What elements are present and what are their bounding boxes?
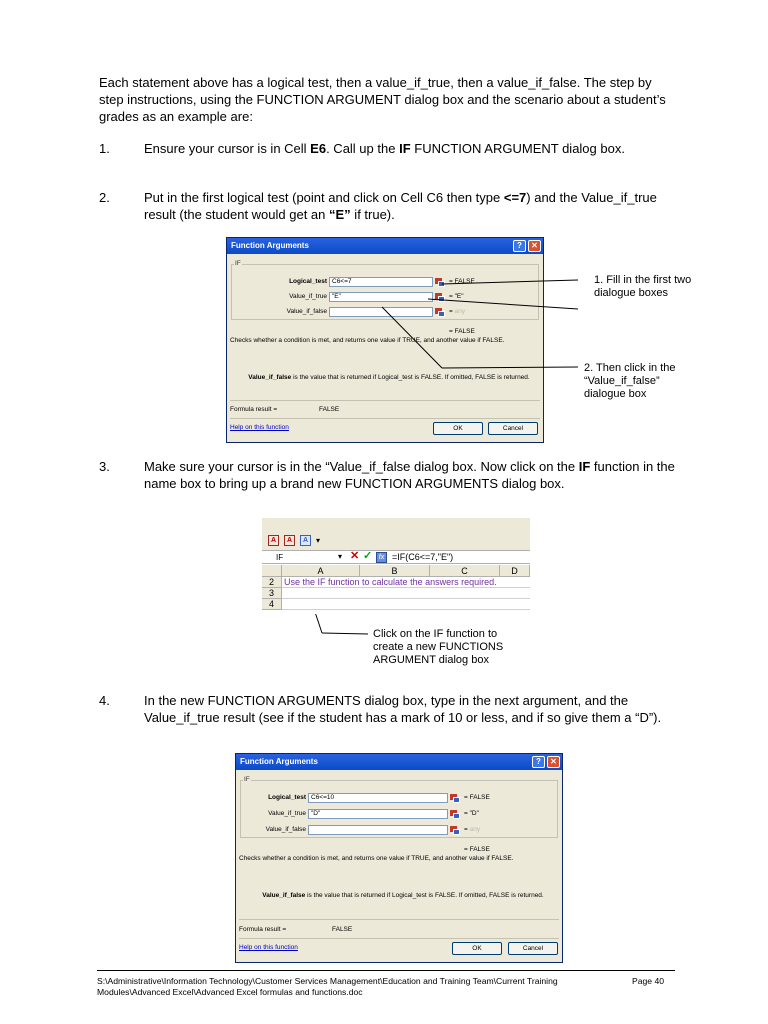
logical-test-result: = FALSE xyxy=(449,278,475,285)
sheet-row[interactable] xyxy=(282,588,530,599)
step-text: Put in the first logical test (point and click on Cell C6 then type <=7) and the Value_if_true result (the student would get an “E” if true). xyxy=(144,190,657,222)
insert-function-icon[interactable]: fx xyxy=(376,552,387,563)
excel-screenshot xyxy=(262,518,530,614)
logical-test-label: Logical_test xyxy=(289,278,327,285)
intro-paragraph: Each statement above has a logical test, then a value_if_true, then a value_if_false. The step by step instructions, using the FUNCTION ARGUMENT dialog box and the scenario about a student’s grades as an example are: xyxy=(99,75,666,124)
function-description: Checks whether a condition is met, and returns one value if TRUE, and another value if FALSE. xyxy=(230,337,505,344)
step-number: 2. xyxy=(99,190,110,205)
value-if-true-input[interactable]: "E" xyxy=(329,292,433,302)
value-if-false-result: = any xyxy=(464,826,481,833)
row-header[interactable]: 3 xyxy=(262,588,282,599)
formula-result-label: Formula result = xyxy=(230,406,278,413)
cancel-button[interactable]: Cancel xyxy=(508,942,558,955)
callout-line-3b xyxy=(322,633,368,634)
step-text: Make sure your cursor is in the “Value_if_false dialog box. Now click on the IF function in the name box to bring up a brand new FUNCTION ARGUMENTS dialog box. xyxy=(144,459,675,491)
divider xyxy=(239,938,559,939)
footer-path: S:\Administrative\Information Technology\Customer Services Management\Education and Training Team\Current Training Modules\Advanced Excel\Advanced Excel formulas and functions.doc xyxy=(97,976,558,997)
value-if-false-label: Value_if_false xyxy=(286,308,327,315)
logical-test-label: Logical_test xyxy=(268,794,306,801)
argument-description: is the value that is returned if Logical_test is FALSE. If omitted, FALSE is returned. xyxy=(293,374,530,381)
callout-click-if-function: Click on the IF function to create a new FUNCTIONS ARGUMENT dialog box xyxy=(373,628,504,666)
step-number: 3. xyxy=(99,459,110,474)
formula-result-value: FALSE xyxy=(332,926,353,933)
help-button[interactable]: ? xyxy=(532,756,545,768)
corner-cell[interactable] xyxy=(262,565,282,577)
close-button[interactable]: ✕ xyxy=(547,756,560,768)
argument-name: Value_if_false xyxy=(262,892,306,899)
argument-help xyxy=(248,892,558,900)
formula-bar xyxy=(262,550,530,564)
page-number: Page 40 xyxy=(632,976,665,986)
range-select-icon[interactable] xyxy=(450,794,460,803)
overall-result: = FALSE xyxy=(449,328,475,335)
callout-click-value-if-false: 2. Then click in the “Value_if_false” dialogue box xyxy=(584,362,676,400)
formula-result-value: FALSE xyxy=(319,406,340,413)
ok-button[interactable]: OK xyxy=(433,422,483,435)
dropdown-arrow-icon[interactable]: ▾ xyxy=(338,552,343,561)
value-if-true-label: Value_if_true xyxy=(289,293,327,300)
step-number: 1. xyxy=(99,141,110,156)
overall-result: = FALSE xyxy=(464,846,490,853)
logical-test-input[interactable]: C6<=10 xyxy=(308,793,448,803)
formula-text[interactable]: =IF(C6<=7,"E") xyxy=(392,552,454,562)
function-arguments-dialog-2 xyxy=(235,753,563,963)
callout-line-2a xyxy=(382,307,442,368)
group-label: IF xyxy=(244,776,250,783)
range-select-icon[interactable] xyxy=(450,810,460,819)
step-text: Ensure your cursor is in Cell E6. Call up the IF FUNCTION ARGUMENT dialog box. xyxy=(144,141,625,156)
column-header[interactable]: D xyxy=(500,565,530,577)
column-header[interactable]: C xyxy=(430,565,500,577)
cancel-icon[interactable]: ✕ xyxy=(350,550,360,562)
value-if-true-result: = "D" xyxy=(464,810,479,817)
callout-line-1b xyxy=(428,299,578,309)
argument-name: Value_if_false xyxy=(248,374,292,381)
dialog-title: Function Arguments xyxy=(236,754,562,770)
row-header[interactable]: 4 xyxy=(262,599,282,610)
value-if-false-result: = any xyxy=(449,308,466,315)
step-text: In the new FUNCTION ARGUMENTS dialog box, type in the next argument, and the Value_if_true result (see if the student has a mark of 10 or less, and if so give them a “D”). xyxy=(144,693,662,725)
pdf-icon[interactable]: A xyxy=(268,535,279,546)
callout-fill-first-two: 1. Fill in the first two dialogue boxes xyxy=(594,274,692,299)
function-description: Checks whether a condition is met, and returns one value if TRUE, and another value if FALSE. xyxy=(239,855,514,862)
divider xyxy=(239,919,559,920)
cancel-button[interactable]: Cancel xyxy=(488,422,538,435)
help-button[interactable]: ? xyxy=(513,240,526,252)
sheet-row[interactable] xyxy=(282,599,530,610)
help-link[interactable]: Help on this function xyxy=(239,944,298,951)
group-label: IF xyxy=(235,260,241,267)
argument-description: is the value that is returned if Logical_test is FALSE. If omitted, FALSE is returned. xyxy=(307,892,544,899)
help-link[interactable]: Help on this function xyxy=(230,424,289,431)
name-box[interactable]: IF xyxy=(276,553,284,562)
dropdown-arrow-icon[interactable]: ▾ xyxy=(316,536,321,545)
value-if-false-input[interactable] xyxy=(308,825,448,835)
formula-result-label: Formula result = xyxy=(239,926,287,933)
enter-icon[interactable]: ✓ xyxy=(363,550,373,562)
step-number: 4. xyxy=(99,693,110,708)
pdf-icon[interactable]: A xyxy=(284,535,295,546)
dialog-title: Function Arguments xyxy=(227,238,543,254)
value-if-true-input[interactable]: "D" xyxy=(308,809,448,819)
logical-test-result: = FALSE xyxy=(464,794,490,801)
column-header[interactable]: B xyxy=(360,565,430,577)
close-button[interactable]: ✕ xyxy=(528,240,541,252)
callout-line-1a xyxy=(442,280,578,284)
cell-a2-text[interactable]: Use the IF function to calculate the answers required. xyxy=(284,577,497,587)
row-header[interactable]: 2 xyxy=(262,577,282,588)
toolbar-row xyxy=(262,532,530,550)
value-if-false-label: Value_if_false xyxy=(265,826,306,833)
value-if-true-result: = "E" xyxy=(449,293,464,300)
toolbar-row xyxy=(262,518,530,532)
column-header[interactable]: A xyxy=(282,565,360,577)
ok-button[interactable]: OK xyxy=(452,942,502,955)
range-select-icon[interactable] xyxy=(450,826,460,835)
logical-test-input[interactable]: C6<=7 xyxy=(329,277,433,287)
footer-rule xyxy=(97,970,675,971)
pdf-settings-icon[interactable]: A xyxy=(300,535,311,546)
callout-line-2b xyxy=(442,367,578,368)
value-if-true-label: Value_if_true xyxy=(268,810,306,817)
